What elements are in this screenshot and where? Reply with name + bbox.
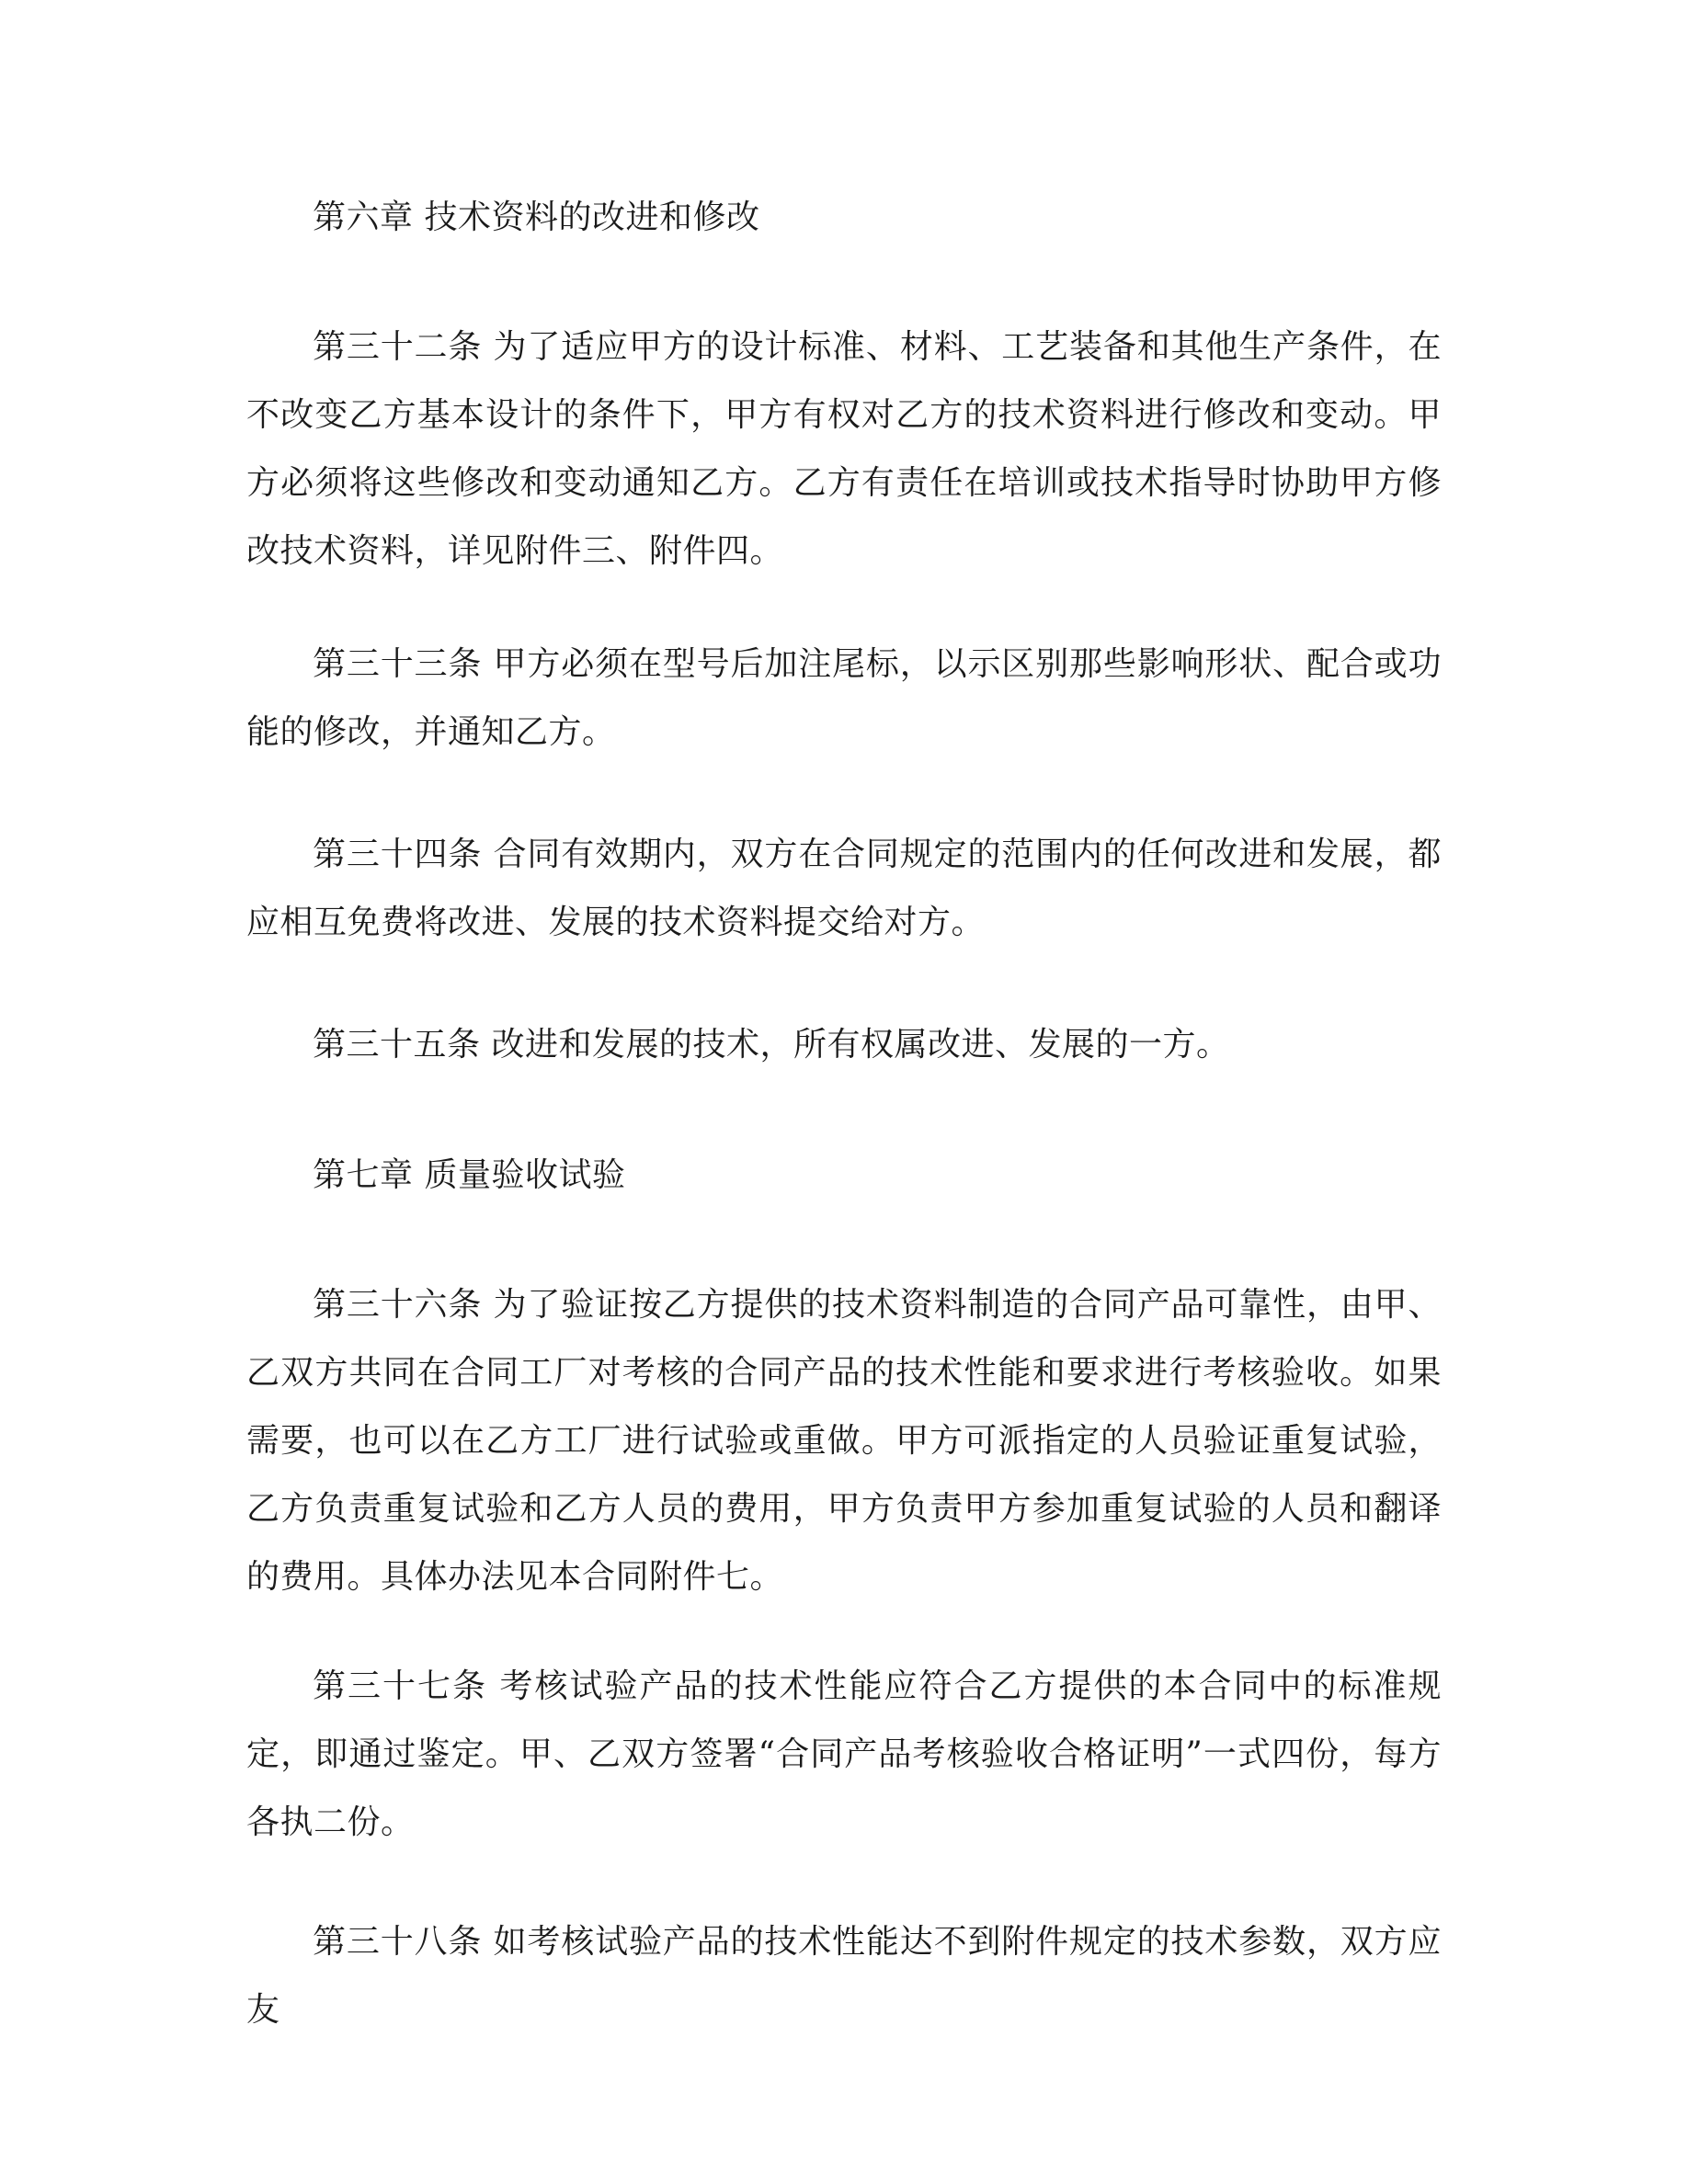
- chapter-7-heading: 第七章 质量验收试验: [313, 1156, 626, 1194]
- article-33-paragraph: 第三十三条 甲方必须在型号后加注尾标，以示区别那些影响形状、配合或功能的修改，并通知乙方。: [246, 645, 1442, 751]
- article-37-paragraph: 第三十七条 考核试验产品的技术性能应符合乙方提供的本合同中的标准规定，即通过鉴定。甲、乙双方签署“合同产品考核验收合格证明”一式四份，每方各执二份。: [246, 1667, 1442, 1841]
- article-36-paragraph: 第三十六条 为了验证按乙方提供的技术资料制造的合同产品可靠性，由甲、乙双方共同在合同工厂对考核的合同产品的技术性能和要求进行考核验收。如果需要，也可以在乙方工厂进行试验或重做。甲方可派指定的人员验证重复试验，乙方负责重复试验和乙方人员的费用，甲方负责甲方参加重复试验的人员和翻译的费用。具体办法见本合同附件七。: [246, 1286, 1442, 1596]
- article-32-paragraph: 第三十二条 为了适应甲方的设计标准、材料、工艺装备和其他生产条件，在不改变乙方基本设计的条件下，甲方有权对乙方的技术资料进行修改和变动。甲方必须将这些修改和变动通知乙方。乙方有责任在培训或技术指导时协助甲方修改技术资料，详见附件三、附件四。: [246, 328, 1442, 570]
- chapter-6-heading: 第六章 技术资料的改进和修改: [313, 199, 760, 236]
- article-38-paragraph: 第三十八条 如考核试验产品的技术性能达不到附件规定的技术参数，双方应友: [246, 1923, 1442, 2029]
- article-35-paragraph: 第三十五条 改进和发展的技术，所有权属改进、发展的一方。: [313, 1026, 1230, 1064]
- article-34-paragraph: 第三十四条 合同有效期内，双方在合同规定的范围内的任何改进和发展，都应相互免费将改进、发展的技术资料提交给对方。: [246, 836, 1442, 941]
